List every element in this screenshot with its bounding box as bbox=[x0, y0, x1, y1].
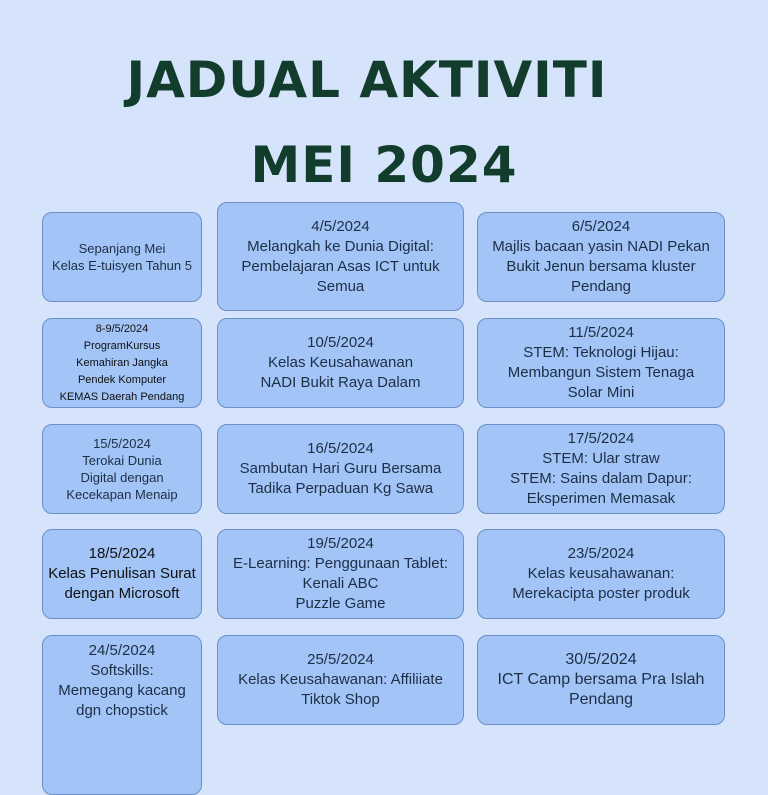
activity-card bbox=[217, 318, 464, 408]
card-text: Terokai Dunia bbox=[82, 453, 162, 468]
activity-card bbox=[217, 529, 464, 619]
card-text: Puzzle Game bbox=[295, 595, 386, 612]
card-date: 19/5/2024 bbox=[307, 535, 374, 552]
card-date: 10/5/2024 bbox=[307, 334, 374, 351]
card-text: dgn chopstick bbox=[76, 702, 168, 719]
title-line-1: JADUAL AKTIVITI bbox=[126, 51, 608, 109]
card-text: Pendek Komputer bbox=[77, 373, 167, 386]
card-text: Membangun Sistem Tenaga bbox=[507, 364, 695, 381]
card-text: Solar Mini bbox=[567, 384, 635, 401]
card-text: Pendang bbox=[570, 278, 632, 295]
card-text: Bukit Jenun bersama kluster bbox=[506, 258, 696, 275]
card-date: 6/5/2024 bbox=[571, 218, 631, 235]
card-text: Pendang bbox=[568, 691, 634, 708]
card-text: NADI Bukit Raya Dalam bbox=[260, 374, 421, 391]
card-text: Digital dengan bbox=[80, 470, 164, 485]
card-text: Pembelajaran Asas ICT untuk bbox=[241, 257, 440, 275]
card-text: Kelas Keusahawanan bbox=[267, 354, 414, 371]
card-text: dengan Microsoft bbox=[64, 585, 180, 602]
card-text: Semua bbox=[316, 277, 365, 295]
card-date: 25/5/2024 bbox=[307, 651, 374, 668]
activity-card bbox=[42, 424, 202, 514]
card-text: Sambutan Hari Guru Bersama bbox=[239, 460, 442, 477]
card-text: Kecekapan Menaip bbox=[66, 487, 178, 502]
activity-card bbox=[477, 424, 725, 514]
card-text: Merekacipta poster produk bbox=[512, 585, 690, 602]
card-text: STEM: Sains dalam Dapur: bbox=[510, 470, 692, 487]
card-text: Softskills: bbox=[90, 662, 154, 679]
card-text: E-Learning: Penggunaan Tablet: bbox=[233, 555, 448, 572]
activity-card bbox=[477, 212, 725, 302]
card-text: Kelas E-tuisyen Tahun 5 bbox=[52, 258, 192, 273]
card-text: Kemahiran Jangka bbox=[76, 356, 168, 369]
card-text: Memegang kacang bbox=[58, 682, 186, 699]
card-text: ICT Camp bersama Pra Islah bbox=[497, 671, 705, 688]
card-text: Tiktok Shop bbox=[301, 691, 380, 708]
card-date: 16/5/2024 bbox=[307, 440, 374, 457]
card-date: 18/5/2024 bbox=[88, 545, 156, 562]
card-text: Eksperimen Memasak bbox=[526, 490, 676, 507]
activity-card bbox=[42, 635, 202, 795]
activity-card bbox=[217, 202, 464, 311]
activity-card bbox=[42, 529, 202, 619]
card-text: Kelas keusahawanan: bbox=[527, 565, 675, 582]
activity-card bbox=[217, 424, 464, 514]
activity-card bbox=[477, 529, 725, 619]
card-date: 17/5/2024 bbox=[567, 430, 635, 447]
card-date: 4/5/2024 bbox=[311, 217, 370, 235]
activity-card bbox=[477, 318, 725, 408]
card-date: 15/5/2024 bbox=[93, 436, 151, 451]
title-line-2: MEI 2024 bbox=[250, 136, 518, 194]
activity-card bbox=[217, 635, 464, 725]
card-date: 24/5/2024 bbox=[88, 642, 156, 659]
card-text: Kelas Penulisan Surat bbox=[48, 565, 196, 582]
activity-card bbox=[477, 635, 725, 725]
card-date: 11/5/2024 bbox=[568, 324, 634, 341]
card-text: STEM: Teknologi Hijau: bbox=[523, 344, 679, 361]
card-text: Kenali ABC bbox=[302, 575, 379, 592]
card-text: KEMAS Daerah Pendang bbox=[59, 390, 185, 403]
activity-card bbox=[42, 212, 202, 302]
card-date: 30/5/2024 bbox=[565, 651, 637, 668]
card-text: Majlis bacaan yasin NADI Pekan bbox=[492, 238, 710, 255]
card-text: Sepanjang Mei bbox=[78, 241, 166, 256]
card-text: STEM: Ular straw bbox=[542, 450, 660, 467]
card-text: Melangkah ke Dunia Digital: bbox=[247, 237, 434, 255]
card-date: 23/5/2024 bbox=[567, 545, 635, 562]
activity-card bbox=[42, 318, 202, 408]
card-text: Kelas Keusahawanan: Affiliiate bbox=[238, 671, 443, 688]
card-text: Tadika Perpaduan Kg Sawa bbox=[247, 480, 434, 497]
card-date: 8-9/5/2024 bbox=[95, 322, 149, 335]
card-text: ProgramKursus bbox=[83, 339, 161, 352]
